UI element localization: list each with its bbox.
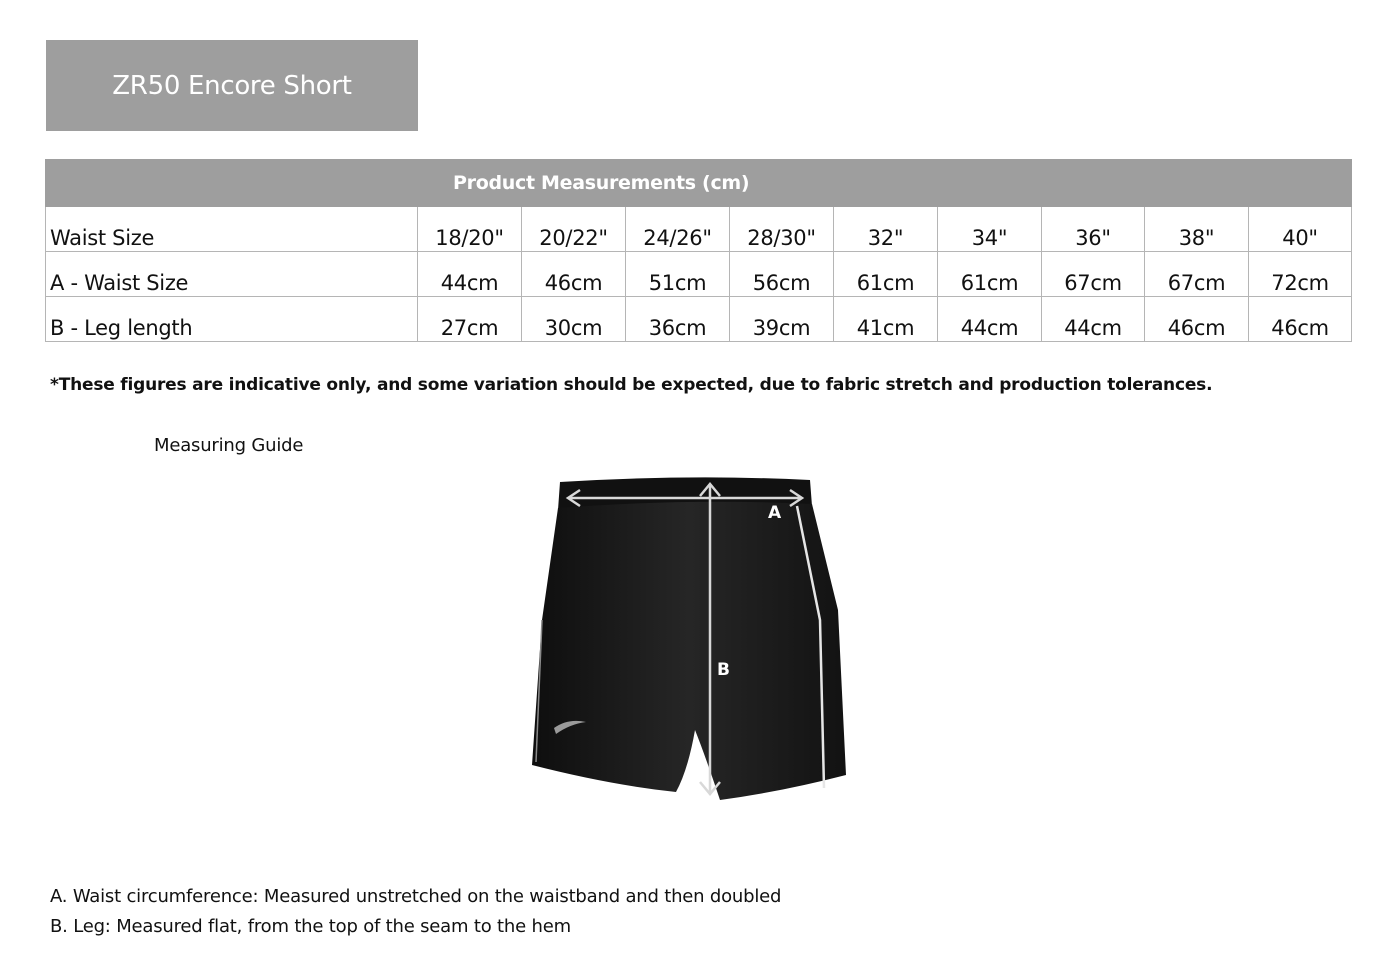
table-cell: 67cm [1042, 252, 1145, 297]
table-cell: 41cm [834, 297, 938, 342]
table-cell: 34" [938, 207, 1042, 252]
table-cell: 18/20" [418, 207, 522, 252]
marker-b: B [717, 660, 730, 680]
table-cell: 38" [1145, 207, 1249, 252]
table-cell: 46cm [1249, 297, 1352, 342]
table-cell: 51cm [626, 252, 730, 297]
row-label: Waist Size [46, 207, 418, 252]
table-cell: 44cm [938, 297, 1042, 342]
table-cell: 67cm [1145, 252, 1249, 297]
product-title: ZR50 Encore Short [46, 40, 418, 131]
measuring-guide-title: Measuring Guide [154, 435, 304, 456]
table-cell: 56cm [730, 252, 834, 297]
table-cell: 61cm [938, 252, 1042, 297]
note-leg: B. Leg: Measured flat, from the top of the seam to the hem [50, 916, 571, 937]
table-heading: Product Measurements (cm) [46, 160, 1352, 207]
measurements-table [45, 159, 1352, 342]
table-cell: 40" [1249, 207, 1352, 252]
table-row-waist-cm [46, 252, 1352, 297]
table-cell: 72cm [1249, 252, 1352, 297]
table-header-row [46, 160, 1352, 207]
table-cell: 20/22" [522, 207, 626, 252]
table-row-leg-length [46, 297, 1352, 342]
table-cell: 39cm [730, 297, 834, 342]
table-cell: 30cm [522, 297, 626, 342]
table-cell: 61cm [834, 252, 938, 297]
row-label: B - Leg length [46, 297, 418, 342]
table-cell: 24/26" [626, 207, 730, 252]
table-row-waist-size [46, 207, 1352, 252]
table-cell: 36cm [626, 297, 730, 342]
table-cell: 46cm [522, 252, 626, 297]
table-cell: 28/30" [730, 207, 834, 252]
table-cell: 32" [834, 207, 938, 252]
note-waist: A. Waist circumference: Measured unstretched on the waistband and then doubled [50, 886, 782, 907]
table-cell: 44cm [418, 252, 522, 297]
disclaimer-text: *These figures are indicative only, and some variation should be expected, due to fabric stretch and production tolerances. [50, 375, 1213, 395]
shorts-body [532, 502, 846, 800]
table-cell: 44cm [1042, 297, 1145, 342]
row-label: A - Waist Size [46, 252, 418, 297]
table-cell: 27cm [418, 297, 522, 342]
shorts-illustration [520, 470, 860, 815]
table-cell: 46cm [1145, 297, 1249, 342]
marker-a: A [768, 503, 782, 523]
table-cell: 36" [1042, 207, 1145, 252]
